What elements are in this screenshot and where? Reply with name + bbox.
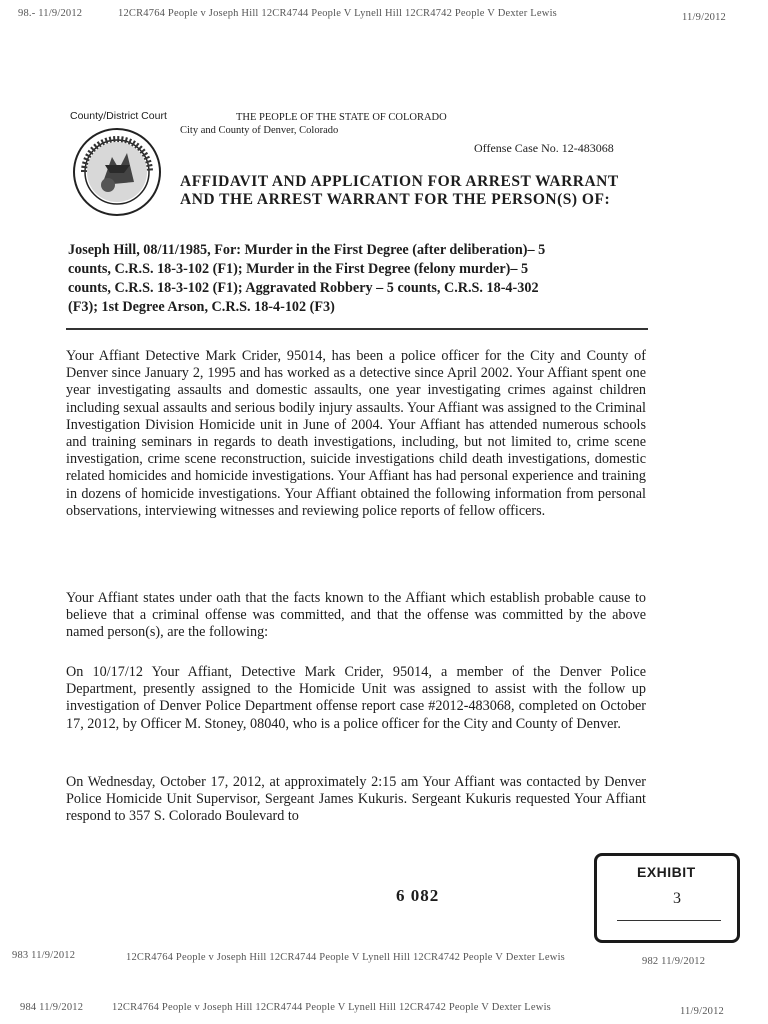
- charges-line-4: (F3); 1st Degree Arson, C.R.S. 18-4-102 (F3): [68, 299, 335, 315]
- exhibit-sticker: [594, 853, 740, 943]
- charges-block: [68, 241, 648, 317]
- court-location: City and County of Denver, Colorado: [180, 125, 339, 136]
- page-number: 6 082: [396, 886, 440, 905]
- offense-case-number: Offense Case No. 12-483068: [474, 141, 614, 155]
- fax-footer-mid-right: 982 11/9/2012: [642, 956, 706, 967]
- fax-footer-mid: [12, 950, 752, 967]
- charges-line-2: counts, C.R.S. 18-3-102 (F1); Murder in the First Degree (felony murder)– 5: [68, 261, 529, 277]
- paragraph-4: On Wednesday, October 17, 2012, at approximately 2:15 am Your Affiant was contacted by Denver Police Homicide Unit Supervisor, Sergeant James Kukuris. Sergeant Kukuris requested Your Affiant respond to 357 S. Colorado Boulevard to: [66, 774, 646, 825]
- fax-header-top: [18, 8, 748, 22]
- fax-header-top-left: 98.- 11/9/2012: [18, 8, 83, 19]
- affidavit-title-line1: AFFIDAVIT AND APPLICATION FOR ARREST WARRANT: [180, 173, 619, 190]
- affidavit-title-line2: AND THE ARREST WARRANT FOR THE PERSON(S) OF:: [180, 191, 611, 208]
- paragraph-3: On 10/17/12 Your Affiant, Detective Mark Crider, 95014, a member of the Denver Police Department, presently assigned to the Homicide Unit was assigned to assist with the follow up investigation of Denver Police Department offense report case #2012-483068, completed on October 17, 2012, by Officer M. Stoney, 08040, who is a police officer for the City and County of Denver.: [66, 664, 646, 732]
- fax-header-top-right: 11/9/2012: [682, 12, 726, 23]
- exhibit-number-underline: [617, 920, 721, 921]
- fax-header-top-middle: 12CR4764 People v Joseph Hill 12CR4744 People V Lynell Hill 12CR4742 People V Dexter Lewis: [118, 8, 557, 19]
- court-seal-icon: [72, 127, 162, 217]
- charges-line-3: counts, C.R.S. 18-3-102 (F1); Aggravated Robbery – 5 counts, C.R.S. 18-4-302: [68, 280, 539, 296]
- fax-footer-bottom: [20, 1002, 750, 1016]
- header-rule: [66, 328, 648, 330]
- fax-footer-bottom-left: 984 11/9/2012: [20, 1002, 84, 1013]
- exhibit-number: 3: [673, 890, 681, 907]
- paragraph-1: Your Affiant Detective Mark Crider, 95014, has been a police officer for the City and County of Denver since January 2, 1995 and has worked as a detective since April 2002. Your Affiant spent one year investigating assaults and domestic assaults, one year investigating crimes against children including sexual assaults and serious bodily injury assaults. Your Affiant was assigned to the Criminal Investigation Division Homicide unit in June of 2004. Your Affiant has attended numerous schools and training seminars in regards to death investigations, including, but not limited to, crime scene investigation, crime scene reconstruction, suicide investigations child death investigations, domestic related homicides and homicide investigations. Your Affiant has had personal experience and training in dozens of homicide investigations. Your Affiant obtained the following information from personal observations, interviewing witnesses and reviewing police reports of fellow officers.: [66, 348, 646, 519]
- fax-footer-mid-middle: 12CR4764 People v Joseph Hill 12CR4744 People V Lynell Hill 12CR4742 People V Dexter Lewis: [126, 952, 565, 963]
- charges-line-1: Joseph Hill, 08/11/1985, For: Murder in the First Degree (after deliberation)– 5: [68, 242, 546, 258]
- paragraph-2: Your Affiant states under oath that the facts known to the Affiant which establish probable cause to believe that a criminal offense was committed, and that the offense was committed by the above named person(s), are the following:: [66, 590, 646, 641]
- court-caption: THE PEOPLE OF THE STATE OF COLORADO: [236, 112, 447, 123]
- fax-footer-bottom-right: 11/9/2012: [680, 1006, 724, 1017]
- court-label: County/District Court: [70, 110, 167, 122]
- fax-footer-mid-left: 983 11/9/2012: [12, 950, 76, 961]
- exhibit-label: EXHIBIT: [637, 864, 696, 880]
- fax-footer-bottom-middle: 12CR4764 People v Joseph Hill 12CR4744 People V Lynell Hill 12CR4742 People V Dexter Lewis: [112, 1002, 551, 1013]
